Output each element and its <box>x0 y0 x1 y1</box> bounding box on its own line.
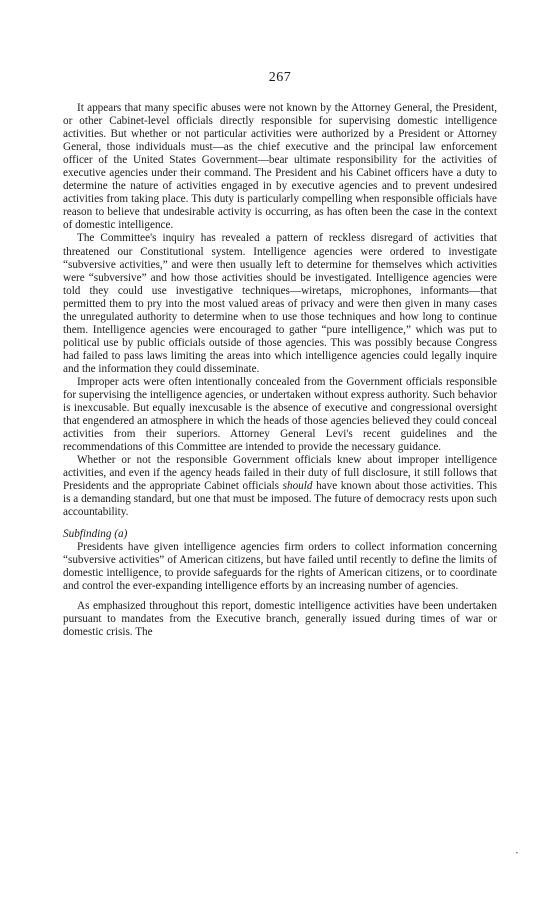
paragraph-accountability: It appears that many specific abuses were not known by the Attorney General, the President, or other Cabinet-level officials directly responsible for supervising domestic intelligence activities. But whether or not particular activities were authorized by a President or Attorney General, those individuals must—as the chief executive and the principal law enforcement officer of the United States Government—bear ultimate responsibility for the activities of executive agencies under their command. The President and his Cabinet officers have a duty to determine the nature of activities engaged in by executive agencies and to prevent undesired activities from taking place. This duty is particularly compelling when responsible officials have reason to believe that undesirable activity is occurring, as has often been the case in the context of domestic intelligence. <box>63 102 497 232</box>
paragraph-presidents-orders: Presidents have given intelligence agencies firm orders to collect information concerning “subversive activities” of American citizens, but have failed until recently to define the limits of domestic intelligence, to provide safeguards for the rights of American citizens, or to coordinate and control the ever-expanding intelligence efforts by an increasing number of agencies. <box>63 540 497 592</box>
paragraph-domestic-intelligence: As emphasized throughout this report, domestic intelligence activities have been undertaken pursuant to mandates from the Executive branch, generally issued during times of war or domestic crisis. The <box>63 599 497 638</box>
paragraph-responsible-officials-text: Whether or not the responsible Government officials knew about improper intelligence activities, and even if the agency heads failed in their duty of full disclosure, it still follows that Presidents and the appropriate Cabinet officials should have known about those activities. This is a demanding standard, but one that must be imposed. The future of democracy rests upon such accountability. <box>63 454 497 519</box>
emphasis-should: should <box>282 480 313 493</box>
page-number: 267 <box>268 70 292 85</box>
document-page <box>63 70 497 639</box>
paragraph-responsible-officials <box>63 454 497 519</box>
subfinding-heading: Subfinding (a) <box>63 527 128 540</box>
page-mark: • <box>515 851 518 857</box>
paragraph-improper-acts: Improper acts were often intentionally concealed from the Government officials responsible for supervising the intelligence agencies, or undertaken without express authority. Such behavior is inexcusable. But equally inexcusable is the absence of executive and congressional oversight that engendered an atmosphere in which the heads of those agencies believed they could conceal activities from their superiors. Attorney General Levi's recent guidelines and the recommendations of this Committee are intended to provide the necessary guidance. <box>63 375 497 454</box>
paragraph-committee-inquiry: The Committee's inquiry has revealed a pattern of reckless disregard of activities that threatened our Constitutional system. Intelligence agencies were ordered to investigate “subversive activities,” and were then usually left to determine for themselves which activities were “subversive” and how those activities should be investigated. Intelligence agencies were told they could use investigative techniques—wiretaps, microphones, informants—that permitted them to pry into the most valued areas of privacy and were then given in many cases the unregulated authority to determine when to use those techniques and how long to continue them. Intelligence agencies were encouraged to gather “pure intelligence,” which was put to political use by public officials outside of those agencies. This was possibly because Congress had failed to pass laws limiting the areas into which intelligence agencies could legally inquire and the information they could disseminate. <box>63 232 497 375</box>
